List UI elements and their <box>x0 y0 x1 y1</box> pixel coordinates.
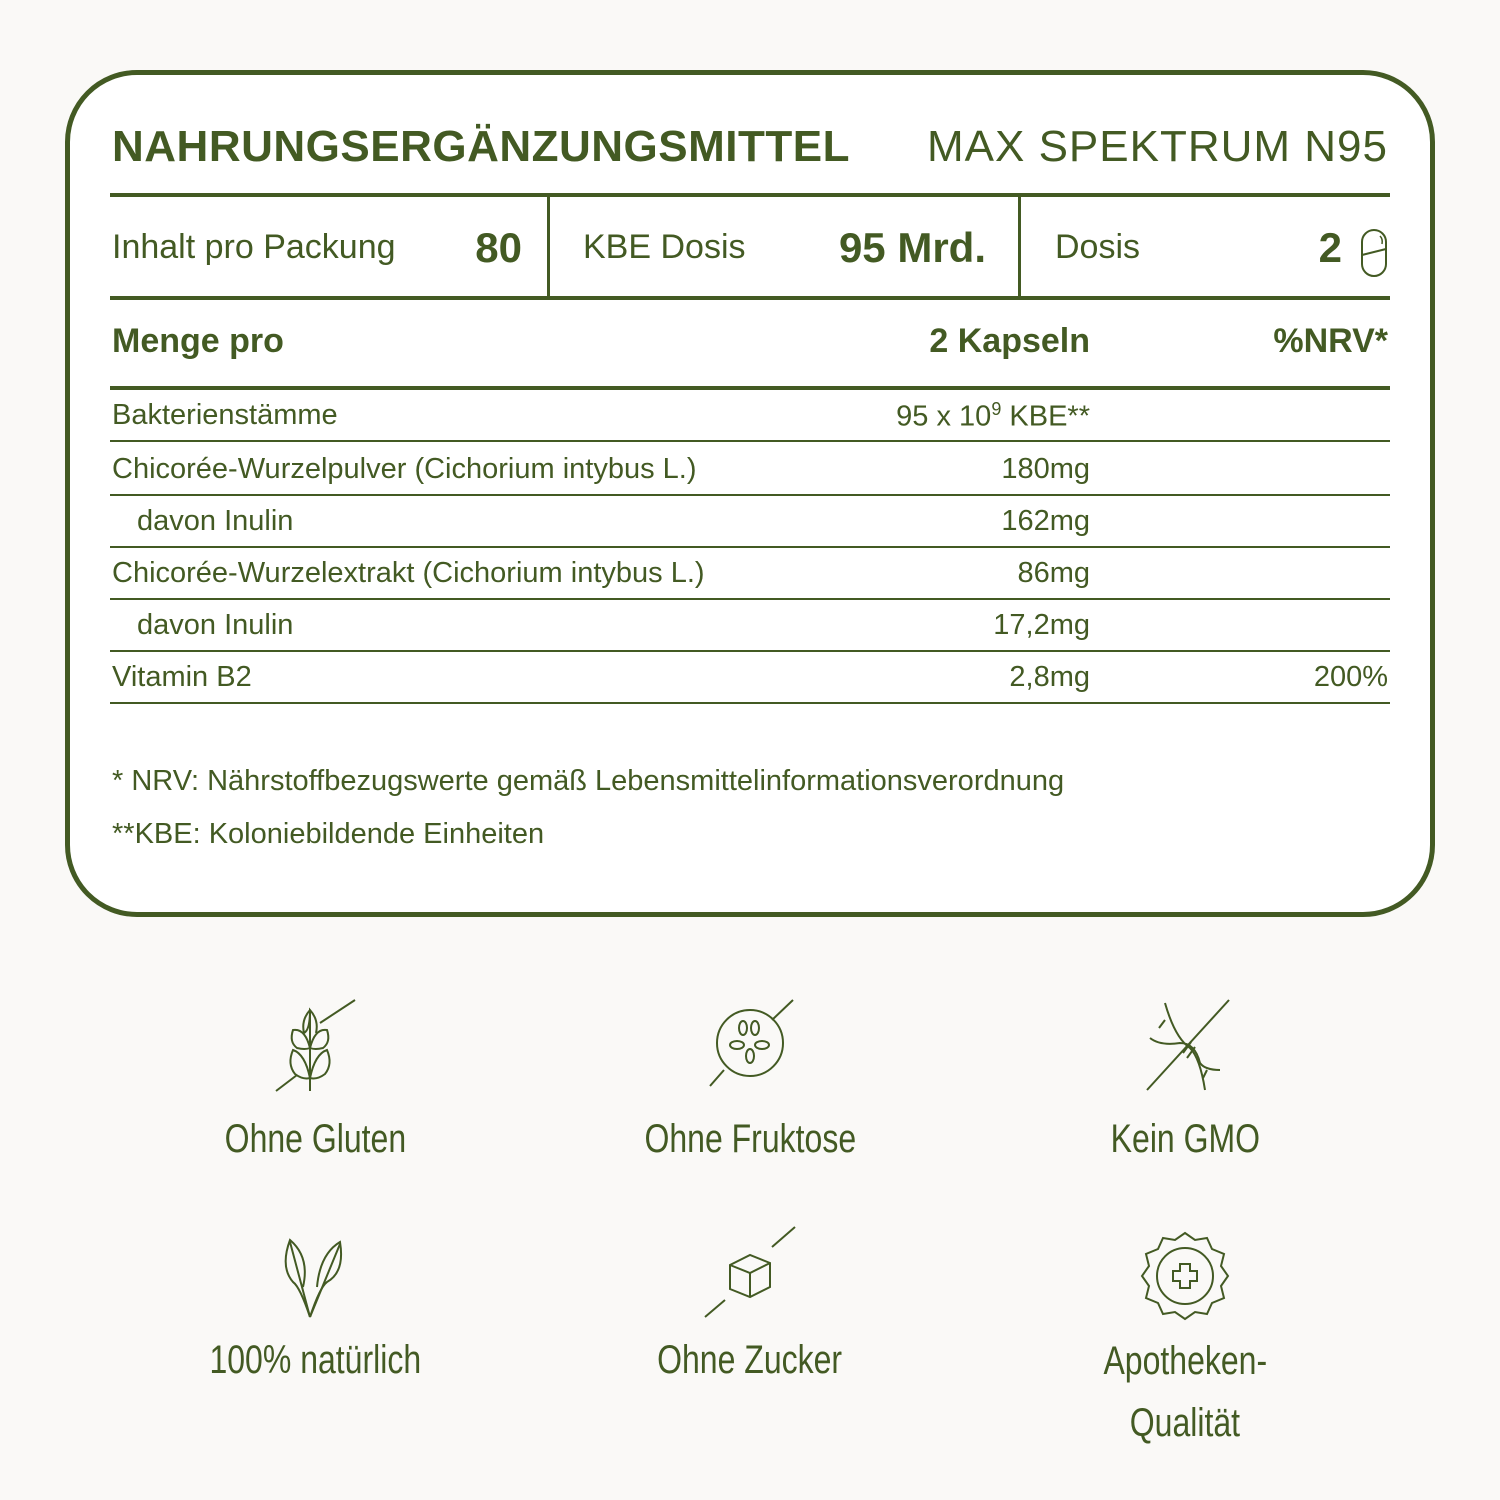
stat-value-content: 80 <box>475 224 522 271</box>
ingredient-amount: 86mg <box>1017 557 1090 589</box>
dna-crossed-icon <box>1135 998 1235 1093</box>
divider <box>110 296 1390 300</box>
feature-gluten-free <box>135 998 495 1165</box>
feature-label: Kein GMO <box>1110 1117 1260 1161</box>
ingredient-name: Chicorée-Wurzelpulver (Cichorium intybus L.) <box>112 453 697 485</box>
table-row <box>110 548 1390 600</box>
product-name: MAX SPEKTRUM N95 <box>927 122 1388 171</box>
label-title: NAHRUNGSERGÄNZUNGSMITTEL <box>112 122 850 171</box>
leaves-icon <box>265 1232 365 1322</box>
stat-label-content: Inhalt pro Packung <box>112 228 396 266</box>
stat-label-kbe: KBE Dosis <box>583 228 746 266</box>
divider <box>547 197 550 297</box>
capsule-icon <box>1360 228 1388 278</box>
feature-label: Ohne Fruktose <box>644 1117 856 1161</box>
feature-non-gmo <box>1005 998 1365 1165</box>
table-row <box>110 496 1390 548</box>
sugar-cube-crossed-icon <box>700 1225 800 1320</box>
stat-value-dose: 2 <box>1318 224 1342 271</box>
column-header-name: Menge pro <box>112 322 284 360</box>
footnote-nrv: * NRV: Nährstoffbezugswerte gemäß Lebensmittelinformationsverordnung <box>112 765 1065 797</box>
wheat-crossed-icon <box>265 998 365 1093</box>
amount-exponent: 9 <box>991 399 1002 419</box>
amount-suffix: KBE** <box>1001 400 1090 433</box>
table-row <box>110 390 1390 442</box>
divider <box>1018 197 1021 297</box>
pharmacy-seal-icon <box>1135 1228 1235 1323</box>
feature-label: Ohne Gluten <box>224 1117 406 1161</box>
feature-label-line1: Apotheken- <box>1103 1339 1267 1383</box>
feature-label-line2: Qualität <box>1129 1401 1241 1445</box>
divider <box>110 193 1390 197</box>
ingredient-name: Chicorée-Wurzelextrakt (Cichorium intybus L.) <box>112 557 705 589</box>
table-row <box>110 444 1390 496</box>
ingredient-amount: 162mg <box>1001 505 1090 537</box>
fruit-slice-crossed-icon <box>700 998 800 1093</box>
column-header-amount: 2 Kapseln <box>929 322 1090 360</box>
ingredient-amount: 17,2mg <box>993 609 1090 641</box>
amount-prefix: 95 x 10 <box>896 400 992 433</box>
table-row <box>110 600 1390 652</box>
footnote-kbe: **KBE: Koloniebildende Einheiten <box>112 818 545 850</box>
stat-value-kbe: 95 Mrd. <box>838 224 986 271</box>
ingredient-name: davon Inulin <box>137 609 294 641</box>
feature-fructose-free <box>570 998 930 1165</box>
ingredient-amount <box>896 399 1090 434</box>
table-row <box>110 652 1390 704</box>
ingredient-name: Vitamin B2 <box>112 661 252 693</box>
ingredient-name: davon Inulin <box>137 505 294 537</box>
column-header-nrv: %NRV* <box>1273 322 1388 360</box>
ingredient-amount: 2,8mg <box>1009 661 1090 693</box>
feature-label: Ohne Zucker <box>657 1338 843 1382</box>
ingredient-amount: 180mg <box>1001 453 1090 485</box>
feature-natural <box>135 1232 495 1386</box>
feature-pharmacy-quality <box>1005 1228 1365 1459</box>
ingredient-nrv: 200% <box>1313 661 1388 693</box>
stat-label-dose: Dosis <box>1055 228 1141 266</box>
feature-sugar-free <box>570 1225 930 1386</box>
feature-label: 100% natürlich <box>209 1338 421 1382</box>
ingredient-name: Bakterienstämme <box>112 399 338 431</box>
